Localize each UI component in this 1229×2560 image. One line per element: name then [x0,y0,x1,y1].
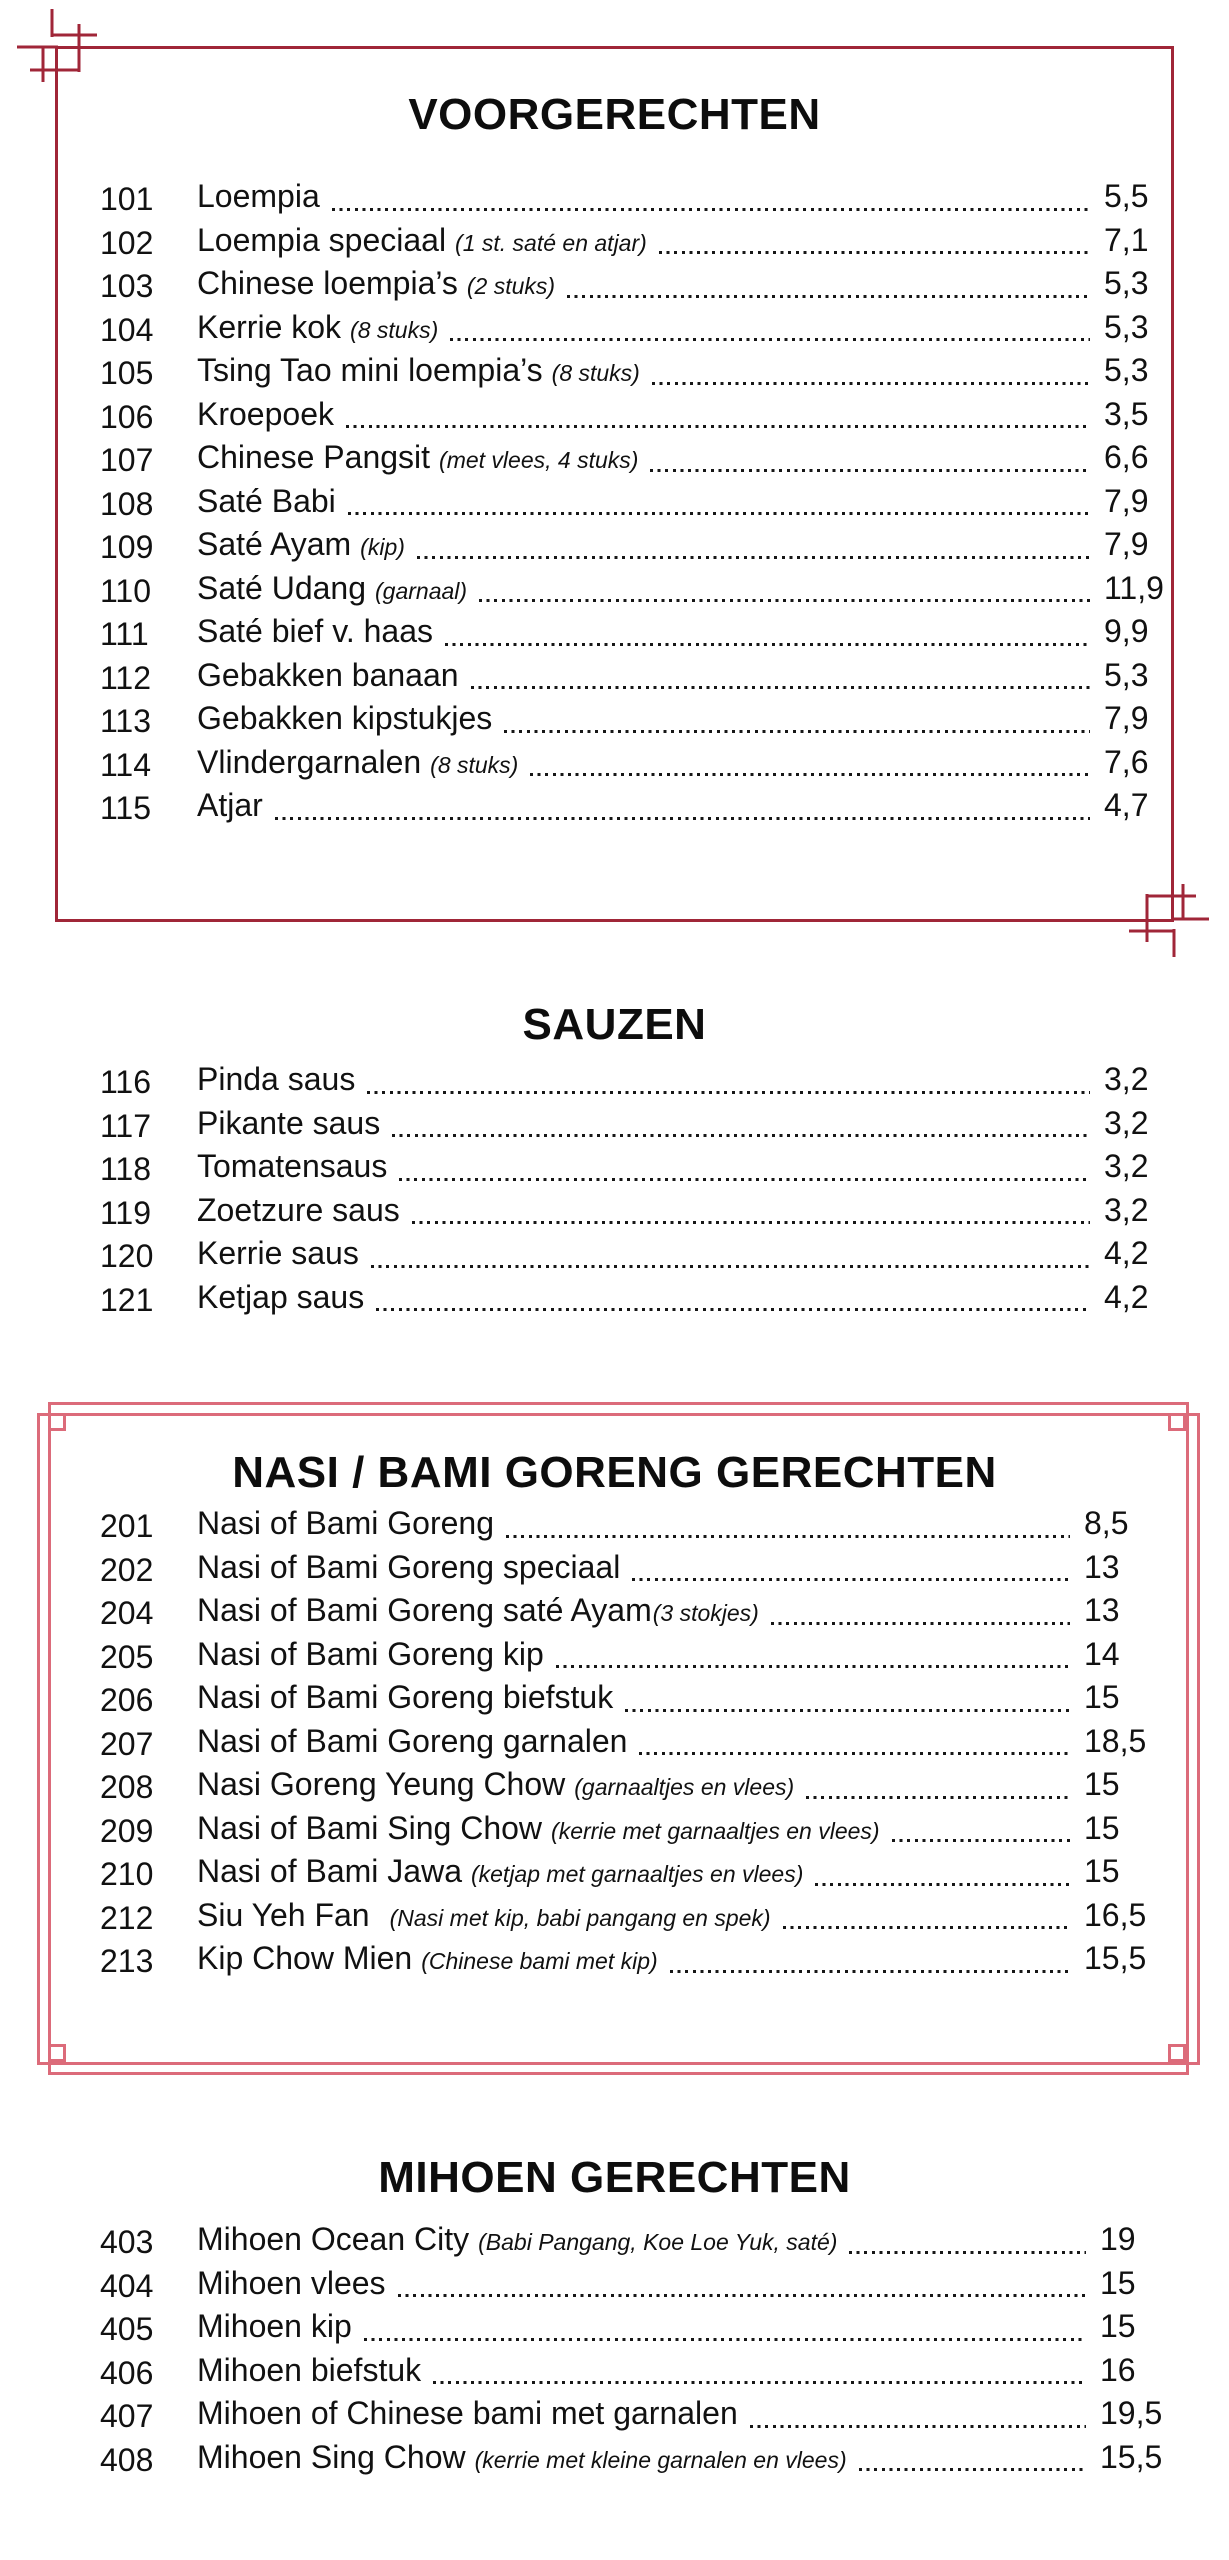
dot-leader [783,1926,1070,1929]
menu-item-row [100,1850,1168,1894]
dot-leader [506,1535,1070,1538]
menu-item-row [100,1232,1168,1276]
menu-item-row [100,1102,1168,1146]
item-price: 15 [1084,1853,1120,1889]
item-price: 5,3 [1104,265,1149,301]
item-name: Pikante saus [197,1104,381,1141]
dot-leader [567,295,1090,298]
item-price: 16,5 [1084,1896,1147,1933]
corner-ornament-bottom-right [1100,860,1229,970]
item-name: Mihoen biefstuk [197,2351,422,2388]
dot-leader [445,643,1090,646]
item-number: 407 [100,2398,154,2434]
dot-leader [659,251,1090,254]
menu-item-row [100,610,1168,654]
section-title-sauzen: SAUZEN [522,1000,707,1049]
sauzen-item-list [100,1058,1168,1319]
item-note: (kerrie met kleine garnalen en vlees) [474,2446,847,2473]
menu-item-row [100,436,1168,480]
dot-leader [376,1308,1090,1311]
item-number: 108 [100,485,154,522]
menu-item-row [100,654,1168,698]
menu-item-row [100,1058,1168,1102]
item-note: (kip) [360,534,405,560]
item-price: 7,1 [1104,221,1149,258]
mihoen-item-list [100,2218,1168,2479]
menu-item-row [100,1937,1168,1981]
dot-leader [398,2294,1086,2297]
item-name: Loempia [197,178,320,214]
menu-item-row [100,1276,1168,1320]
item-name: Chinese loempia’s [197,265,458,301]
item-price: 15,5 [1100,2438,1163,2475]
item-number: 112 [100,659,152,696]
item-number: 107 [100,442,154,478]
item-note: (1 st. saté en atjar) [455,229,647,256]
item-name: Mihoen Sing Chow [197,2438,466,2475]
item-name: Zoetzure saus [197,1191,400,1228]
menu-item-row [100,1546,1168,1590]
menu-item-row [100,1589,1168,1633]
item-name: Nasi of Bami Goreng speciaal [197,1548,621,1585]
item-number: 102 [100,224,154,261]
dot-leader [417,556,1090,559]
item-name: Saté Udang [197,569,367,606]
item-number: 120 [100,1238,154,1274]
nasi-bami-corner-square-top-left [48,1413,66,1431]
item-number: 403 [100,2224,154,2260]
item-name: Kerrie saus [197,1235,359,1271]
item-name: Nasi of Bami Jawa [197,1853,462,1889]
item-name: Atjar [197,787,263,823]
nasi-bami-corner-square-bottom-left [48,2044,66,2062]
dot-leader [346,425,1090,428]
section-title-nasi-bami-goreng: NASI / BAMI GORENG GERECHTEN [232,1448,997,1497]
item-number: 118 [100,1151,152,1187]
item-name: Saté Babi [197,482,336,519]
dot-leader [450,338,1090,341]
dot-leader [412,1221,1090,1224]
item-name: Siu Yeh Fan [197,1896,370,1933]
nasi-bami-item-list [100,1502,1168,1981]
item-number: 405 [100,2311,154,2347]
menu-item-row [100,219,1168,263]
item-number: 114 [100,746,152,783]
dot-leader [750,2425,1086,2428]
menu-item-row [100,1145,1168,1189]
item-name: Kroepoek [197,395,334,432]
dot-leader [367,1091,1090,1094]
item-price: 18,5 [1084,1722,1147,1759]
dot-leader [399,1178,1090,1181]
item-price: 7,9 [1104,700,1149,736]
item-name: Vlindergarnalen [197,743,422,780]
dot-leader [433,2381,1086,2384]
item-number: 103 [100,268,154,304]
item-price: 13 [1084,1592,1120,1628]
item-price: 5,3 [1104,352,1149,388]
item-name: Nasi of Bami Sing Chow [197,1809,543,1846]
item-price: 11,9 [1104,569,1164,606]
item-number: 209 [100,1812,154,1849]
item-name: Nasi of Bami Goreng kip [197,1635,544,1672]
dot-leader [639,1752,1070,1755]
item-name: Gebakken kipstukjes [197,700,493,736]
item-name: Tomatensaus [197,1148,388,1184]
menu-item-row [100,2436,1168,2480]
menu-item-row [100,175,1168,219]
menu-item-row [100,1763,1168,1807]
menu-item-row [100,2349,1168,2393]
dot-leader [275,817,1090,820]
item-price: 5,5 [1104,178,1149,214]
item-note: (met vlees, 4 stuks) [439,447,639,473]
item-name: Pinda saus [197,1061,356,1097]
item-number: 113 [100,703,152,739]
item-number: 404 [100,2267,154,2304]
item-name: Kip Chow Mien [197,1940,413,1976]
nasi-bami-corner-square-bottom-right [1168,2044,1186,2062]
item-price: 15 [1100,2308,1136,2344]
item-number: 208 [100,1769,154,1805]
item-name: Saté Ayam [197,526,352,562]
menu-item-row [100,2392,1168,2436]
item-name: Saté bief v. haas [197,613,433,649]
item-name: Mihoen vlees [197,2264,386,2301]
menu-item-row [100,1807,1168,1851]
item-number: 202 [100,1551,154,1588]
item-name: Mihoen Ocean City [197,2221,470,2257]
item-name: Nasi of Bami Goreng biefstuk [197,1679,614,1715]
dot-leader [479,599,1090,602]
item-note: (garnaaltjes en vlees) [574,1774,795,1800]
item-number: 207 [100,1725,154,1762]
dot-leader [859,2468,1086,2471]
dot-leader [332,208,1090,211]
item-note: (garnaal) [375,577,468,604]
item-price: 19 [1100,2221,1136,2257]
corner-ornament-top-left [0,0,120,100]
item-number: 117 [100,1107,152,1144]
item-price: 15 [1100,2264,1136,2301]
item-note: (2 stuks) [466,273,556,299]
menu-item-row [100,480,1168,524]
item-name: Mihoen kip [197,2308,352,2344]
item-number: 408 [100,2441,154,2478]
item-number: 119 [100,1194,152,1231]
item-price: 15,5 [1084,1940,1147,1976]
dot-leader [815,1883,1070,1886]
menu-item-row [100,393,1168,437]
item-name: Nasi of Bami Goreng [197,1505,495,1541]
item-price: 7,9 [1104,482,1149,519]
item-price: 15 [1084,1809,1120,1846]
item-price: 3,2 [1104,1191,1149,1228]
dot-leader [364,2338,1086,2341]
item-number: 205 [100,1638,154,1675]
voorgerechten-item-list [100,175,1168,828]
dot-leader [771,1622,1070,1625]
dot-leader [632,1578,1070,1581]
item-price: 13 [1084,1548,1120,1585]
menu-item-row [100,784,1168,828]
item-note: (8 stuks) [430,751,519,778]
dot-leader [670,1970,1070,1973]
item-name: Nasi Goreng Yeung Chow [197,1766,566,1802]
dot-leader [504,730,1090,733]
item-price: 4,7 [1104,787,1149,823]
item-number: 210 [100,1856,154,1892]
item-price: 7,6 [1104,743,1149,780]
item-note: (Nasi met kip, babi pangang en spek) [389,1904,771,1931]
item-name: Mihoen of Chinese bami met garnalen [197,2395,738,2431]
item-price: 8,5 [1084,1505,1129,1541]
dot-leader [892,1839,1070,1842]
item-price: 5,3 [1104,656,1149,693]
item-price: 6,6 [1104,439,1149,475]
menu-item-row [100,262,1168,306]
dot-leader [650,469,1090,472]
dot-leader [849,2251,1086,2254]
item-name: Nasi of Bami Goreng garnalen [197,1722,628,1759]
item-number: 204 [100,1595,154,1631]
section-title-mihoen: MIHOEN GERECHTEN [378,2153,851,2202]
item-number: 101 [100,181,154,217]
item-price: 16 [1100,2351,1136,2388]
item-price: 3,2 [1104,1104,1149,1141]
section-title-voorgerechten: VOORGERECHTEN [408,90,821,139]
menu-item-row [100,697,1168,741]
item-name: Tsing Tao mini loempia’s [197,352,543,388]
item-price: 3,2 [1104,1148,1149,1184]
item-price: 7,9 [1104,526,1149,562]
item-number: 206 [100,1682,154,1718]
item-note: (8 stuks) [350,316,439,343]
item-note: (Babi Pangang, Koe Loe Yuk, saté) [478,2229,838,2255]
item-number: 106 [100,398,154,435]
dot-leader [652,382,1090,385]
item-note: (Chinese bami met kip) [421,1948,658,1974]
item-note: (8 stuks) [551,360,640,386]
menu-item-row [100,1676,1168,1720]
item-number: 104 [100,311,154,348]
item-number: 212 [100,1899,154,1936]
item-name: Ketjap saus [197,1278,365,1315]
item-number: 105 [100,355,154,391]
menu-item-row [100,1502,1168,1546]
dot-leader [348,512,1090,515]
menu-item-row [100,2262,1168,2306]
menu-item-row [100,741,1168,785]
item-price: 19,5 [1100,2395,1163,2431]
item-price: 4,2 [1104,1235,1149,1271]
item-number: 116 [100,1064,152,1100]
dot-leader [471,686,1090,689]
item-price: 4,2 [1104,1278,1149,1315]
dot-leader [806,1796,1070,1799]
item-number: 406 [100,2354,154,2391]
item-name: Kerrie kok [197,308,342,345]
menu-item-row [100,1633,1168,1677]
item-price: 3,5 [1104,395,1149,432]
item-note: (3 stokjes) [652,1600,759,1626]
dot-leader [556,1665,1070,1668]
dot-leader [625,1709,1070,1712]
menu-item-row [100,306,1168,350]
item-price: 9,9 [1104,613,1149,649]
menu-item-row [100,1894,1168,1938]
menu-item-row [100,2218,1168,2262]
item-price: 5,3 [1104,308,1149,345]
item-price: 15 [1084,1766,1120,1802]
menu-item-row [100,1720,1168,1764]
item-note: (kerrie met garnaaltjes en vlees) [551,1817,880,1844]
item-name: Loempia speciaal [197,221,447,258]
item-name: Gebakken banaan [197,656,459,693]
item-number: 109 [100,529,154,565]
item-number: 121 [100,1281,154,1318]
item-number: 213 [100,1943,154,1979]
item-note: (ketjap met garnaaltjes en vlees) [470,1861,804,1887]
item-name: Nasi of Bami Goreng saté Ayam [197,1592,652,1628]
menu-item-row [100,1189,1168,1233]
item-number: 115 [100,790,152,826]
item-number: 111 [100,616,149,652]
nasi-bami-corner-square-top-right [1168,1413,1186,1431]
dot-leader [392,1134,1090,1137]
item-price: 15 [1084,1679,1120,1715]
item-name: Chinese Pangsit [197,439,431,475]
item-price: 14 [1084,1635,1120,1672]
menu-item-row [100,523,1168,567]
menu-item-row [100,349,1168,393]
dot-leader [371,1265,1090,1268]
item-number: 201 [100,1508,154,1544]
menu-item-row [100,2305,1168,2349]
dot-leader [530,773,1090,776]
menu-item-row [100,567,1168,611]
item-number: 110 [100,572,152,609]
item-price: 3,2 [1104,1061,1149,1097]
